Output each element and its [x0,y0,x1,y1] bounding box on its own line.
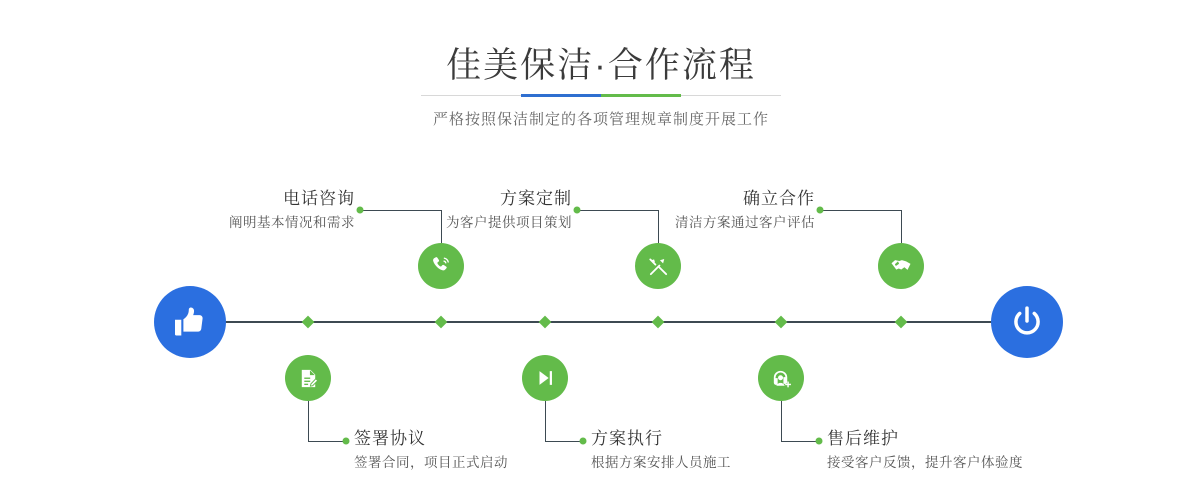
step-icon-sign-agreement[interactable] [285,355,331,401]
document-edit-icon [297,367,320,390]
step-title: 签署协议 [354,429,426,448]
connector [545,401,546,441]
step-desc: 为客户提供项目策划 [446,215,572,230]
connector [781,441,819,442]
step-icon-establish-cooperation[interactable] [878,243,924,289]
step-icon-plan-custom[interactable] [635,243,681,289]
connector [308,401,309,441]
thumbs-up-icon [172,304,208,340]
connector [545,441,583,442]
step-desc: 签署合同，项目正式启动 [354,455,508,470]
step-desc: 阐明基本情况和需求 [229,215,355,230]
title-accent-green [601,94,681,97]
power-icon [1008,303,1046,341]
page-subtitle: 严格按照保洁制定的各项管理规章制度开展工作 [432,111,769,128]
connector-dot [357,207,364,214]
connector [820,210,901,211]
end-endpoint [991,286,1063,358]
handshake-icon [889,254,913,278]
step-icon-plan-execute[interactable] [522,355,568,401]
step-label-establish-cooperation [613,188,815,234]
page-title: 佳美保洁·合作流程 [446,46,756,85]
step-label-plan-custom [370,188,572,234]
connector [308,441,346,442]
connector-dot [816,438,823,445]
connector-dot [343,438,350,445]
step-title: 确立合作 [743,189,815,208]
step-label-phone-consult [150,188,355,234]
axis-node [652,316,665,329]
play-next-icon [534,367,556,389]
step-icon-phone-consult[interactable] [418,243,464,289]
axis-node [539,316,552,329]
tools-icon [647,255,670,278]
step-desc: 清洁方案通过客户评估 [675,215,815,230]
step-desc: 根据方案安排人员施工 [591,455,731,470]
step-title: 方案定制 [500,189,572,208]
step-label-plan-execute [591,428,851,474]
connector-dot [580,438,587,445]
step-label-sign-agreement [354,428,614,474]
step-icon-after-sales[interactable] [758,355,804,401]
axis-node [895,316,908,329]
step-title: 售后维护 [827,429,899,448]
step-label-after-sales [827,428,1127,474]
title-accent-blue [521,94,601,97]
axis-node [775,316,788,329]
phone-ring-icon [429,254,453,278]
connector [781,401,782,441]
start-endpoint [154,286,226,358]
connector-dot [574,207,581,214]
connector [901,210,902,243]
support-agent-icon [770,367,793,390]
axis-node [302,316,315,329]
step-title: 电话咨询 [283,189,355,208]
axis-node [435,316,448,329]
step-desc: 接受客户反馈，提升客户体验度 [827,455,1023,470]
step-title: 方案执行 [591,429,663,448]
connector-dot [817,207,824,214]
